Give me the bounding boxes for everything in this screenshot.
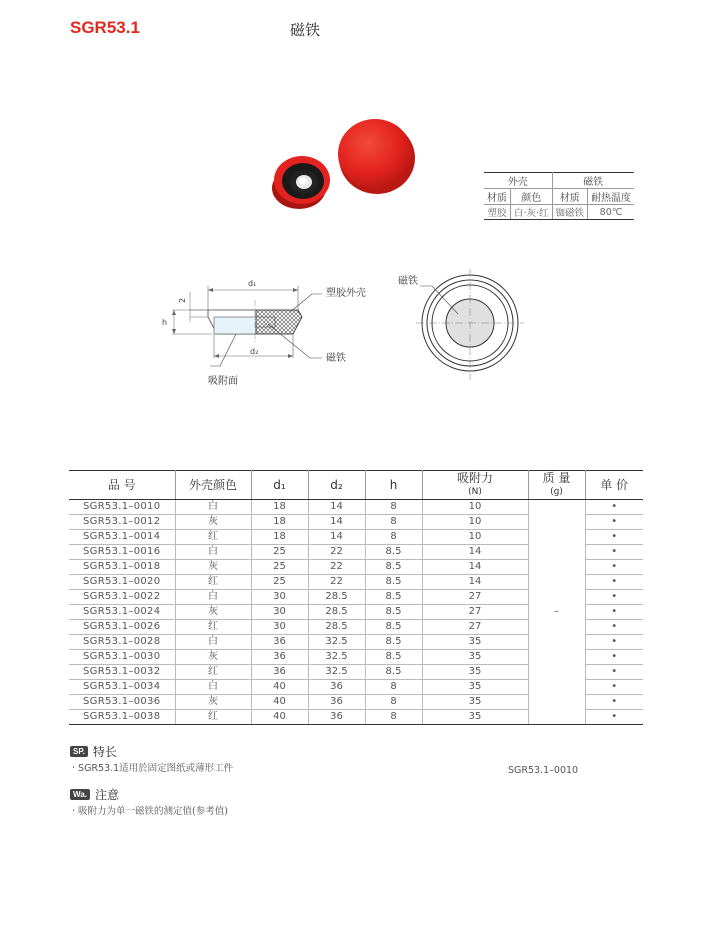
product-table xyxy=(69,470,643,725)
cell-color: 灰 xyxy=(175,695,251,710)
cell-force: 14 xyxy=(422,560,528,575)
cell-d1: 36 xyxy=(251,665,308,680)
cell-price: • xyxy=(585,515,643,530)
spec-header: 材质 xyxy=(484,189,511,205)
cell-force: 14 xyxy=(422,575,528,590)
cell-force: 35 xyxy=(422,680,528,695)
cell-force: 35 xyxy=(422,650,528,665)
dim-d1-label: d₁ xyxy=(248,279,257,288)
cell-d2: 32.5 xyxy=(308,665,365,680)
cell-force: 35 xyxy=(422,695,528,710)
header-code: 品 号 xyxy=(69,471,175,500)
cell-d2: 36 xyxy=(308,695,365,710)
cell-code: SGR53.1–0036 xyxy=(69,695,175,710)
cell-color: 红 xyxy=(175,530,251,545)
header-force xyxy=(422,471,528,500)
cell-code: SGR53.1–0026 xyxy=(69,620,175,635)
cell-h: 8 xyxy=(365,710,422,725)
table-row xyxy=(69,500,643,515)
cell-force: 35 xyxy=(422,635,528,650)
cell-force: 14 xyxy=(422,545,528,560)
cell-color: 白 xyxy=(175,545,251,560)
cell-force: 10 xyxy=(422,515,528,530)
cell-price: • xyxy=(585,590,643,605)
cell-code: SGR53.1–0010 xyxy=(69,500,175,515)
cell-code: SGR53.1–0028 xyxy=(69,635,175,650)
spec-table xyxy=(484,172,634,220)
cell-color: 灰 xyxy=(175,560,251,575)
cell-price: • xyxy=(585,650,643,665)
cell-price: • xyxy=(585,710,643,725)
features-title: 特长 xyxy=(92,745,117,759)
cell-d1: 18 xyxy=(251,530,308,545)
cell-code: SGR53.1–0032 xyxy=(69,665,175,680)
cell-color: 红 xyxy=(175,575,251,590)
cell-force: 35 xyxy=(422,710,528,725)
cell-d2: 14 xyxy=(308,500,365,515)
cell-color: 白 xyxy=(175,500,251,515)
spec-value: 白·灰·红 xyxy=(511,205,553,220)
spec-group-magnet: 磁铁 xyxy=(552,173,634,189)
cell-code: SGR53.1–0022 xyxy=(69,590,175,605)
cell-price: • xyxy=(585,560,643,575)
surface-label: 吸附面 xyxy=(208,376,238,387)
magnet-label: 磁铁 xyxy=(326,353,346,364)
cell-d1: 18 xyxy=(251,500,308,515)
cell-h: 8.5 xyxy=(365,575,422,590)
cell-h: 8.5 xyxy=(365,605,422,620)
cell-d2: 32.5 xyxy=(308,650,365,665)
header-d2: d₂ xyxy=(308,471,365,500)
header-color: 外壳颜色 xyxy=(175,471,251,500)
header-force-label: 吸附力 xyxy=(456,471,493,485)
cell-force: 27 xyxy=(422,605,528,620)
cell-h: 8.5 xyxy=(365,545,422,560)
cell-color: 灰 xyxy=(175,515,251,530)
cell-price: • xyxy=(585,500,643,515)
cell-price: • xyxy=(585,545,643,560)
cell-color: 白 xyxy=(175,590,251,605)
cell-mass: – xyxy=(528,500,585,725)
header-force-unit: (N) xyxy=(468,487,482,497)
cell-h: 8.5 xyxy=(365,650,422,665)
cell-d2: 22 xyxy=(308,545,365,560)
front-drawing xyxy=(390,268,530,398)
product-title: 磁铁 xyxy=(290,21,321,39)
cell-price: • xyxy=(585,695,643,710)
cell-d2: 28.5 xyxy=(308,620,365,635)
cell-d2: 14 xyxy=(308,530,365,545)
cell-h: 8.5 xyxy=(365,560,422,575)
cell-price: • xyxy=(585,575,643,590)
cell-d2: 36 xyxy=(308,680,365,695)
cell-d1: 25 xyxy=(251,560,308,575)
warning-text: · 吸附力为单一磁铁的测定值(参考值) xyxy=(72,806,228,817)
cell-code: SGR53.1–0024 xyxy=(69,605,175,620)
product-code: SGR53.1 xyxy=(70,18,140,37)
cell-color: 灰 xyxy=(175,605,251,620)
cell-color: 灰 xyxy=(175,650,251,665)
cell-d2: 22 xyxy=(308,560,365,575)
features-badge: SP. xyxy=(70,746,88,757)
shell-label: 塑胶外壳 xyxy=(326,288,366,299)
cell-d1: 40 xyxy=(251,695,308,710)
header-mass xyxy=(528,471,585,500)
spec-value: 铷磁铁 xyxy=(552,205,588,220)
cell-force: 10 xyxy=(422,500,528,515)
dim-d2-label: d₂ xyxy=(250,347,259,356)
cell-h: 8.5 xyxy=(365,665,422,680)
warning-title: 注意 xyxy=(94,788,119,802)
cell-h: 8.5 xyxy=(365,635,422,650)
cell-h: 8.5 xyxy=(365,590,422,605)
cell-price: • xyxy=(585,605,643,620)
cell-d2: 22 xyxy=(308,575,365,590)
cell-h: 8 xyxy=(365,695,422,710)
cell-code: SGR53.1–0012 xyxy=(69,515,175,530)
cell-force: 10 xyxy=(422,530,528,545)
cell-d1: 30 xyxy=(251,620,308,635)
cell-color: 红 xyxy=(175,620,251,635)
cell-code: SGR53.1–0018 xyxy=(69,560,175,575)
cell-h: 8.5 xyxy=(365,620,422,635)
cell-d2: 28.5 xyxy=(308,605,365,620)
cell-color: 红 xyxy=(175,665,251,680)
cell-color: 白 xyxy=(175,680,251,695)
cell-h: 8 xyxy=(365,680,422,695)
cell-price: • xyxy=(585,665,643,680)
cell-d2: 32.5 xyxy=(308,635,365,650)
cell-price: • xyxy=(585,680,643,695)
product-photo xyxy=(262,110,432,210)
cell-price: • xyxy=(585,530,643,545)
cell-h: 8 xyxy=(365,500,422,515)
spec-header: 材质 xyxy=(552,189,588,205)
cell-d2: 36 xyxy=(308,710,365,725)
cell-price: • xyxy=(585,635,643,650)
features-heading xyxy=(70,741,117,760)
cell-d1: 18 xyxy=(251,515,308,530)
cell-code: SGR53.1–0038 xyxy=(69,710,175,725)
cell-force: 35 xyxy=(422,665,528,680)
example-code: SGR53.1–0010 xyxy=(508,765,579,776)
warning-heading xyxy=(70,784,119,803)
cell-code: SGR53.1–0016 xyxy=(69,545,175,560)
cell-code: SGR53.1–0014 xyxy=(69,530,175,545)
cell-h: 8 xyxy=(365,515,422,530)
cell-d1: 30 xyxy=(251,605,308,620)
spec-value: 塑胶 xyxy=(484,205,511,220)
cell-d1: 36 xyxy=(251,650,308,665)
cell-h: 8 xyxy=(365,530,422,545)
cell-color: 白 xyxy=(175,635,251,650)
cell-code: SGR53.1–0020 xyxy=(69,575,175,590)
cell-code: SGR53.1–0034 xyxy=(69,680,175,695)
spec-header: 颜色 xyxy=(511,189,553,205)
cell-color: 红 xyxy=(175,710,251,725)
front-magnet-label: 磁铁 xyxy=(398,276,418,287)
spec-value: 80℃ xyxy=(588,205,635,220)
cell-d1: 36 xyxy=(251,635,308,650)
spec-header: 耐热温度 xyxy=(588,189,635,205)
cell-d1: 40 xyxy=(251,680,308,695)
cell-code: SGR53.1–0030 xyxy=(69,650,175,665)
cell-d1: 25 xyxy=(251,575,308,590)
cell-d2: 14 xyxy=(308,515,365,530)
cell-d1: 25 xyxy=(251,545,308,560)
dim-2-label: 2 xyxy=(178,297,187,303)
section-drawing xyxy=(150,272,380,392)
header-h: h xyxy=(365,471,422,500)
header-price: 单 价 xyxy=(585,471,643,500)
dim-h-label: h xyxy=(162,318,168,327)
cell-d2: 28.5 xyxy=(308,590,365,605)
spec-group-shell: 外壳 xyxy=(484,173,552,189)
cell-d1: 30 xyxy=(251,590,308,605)
warning-badge: Wa. xyxy=(70,789,90,800)
header-d1: d₁ xyxy=(251,471,308,500)
cell-force: 27 xyxy=(422,590,528,605)
header-mass-unit: (g) xyxy=(550,487,563,497)
cell-d1: 40 xyxy=(251,710,308,725)
header-mass-label: 质 量 xyxy=(542,471,571,485)
cell-force: 27 xyxy=(422,620,528,635)
features-text: · SGR53.1适用於固定图纸或薄形工件 xyxy=(72,763,234,774)
cell-price: • xyxy=(585,620,643,635)
